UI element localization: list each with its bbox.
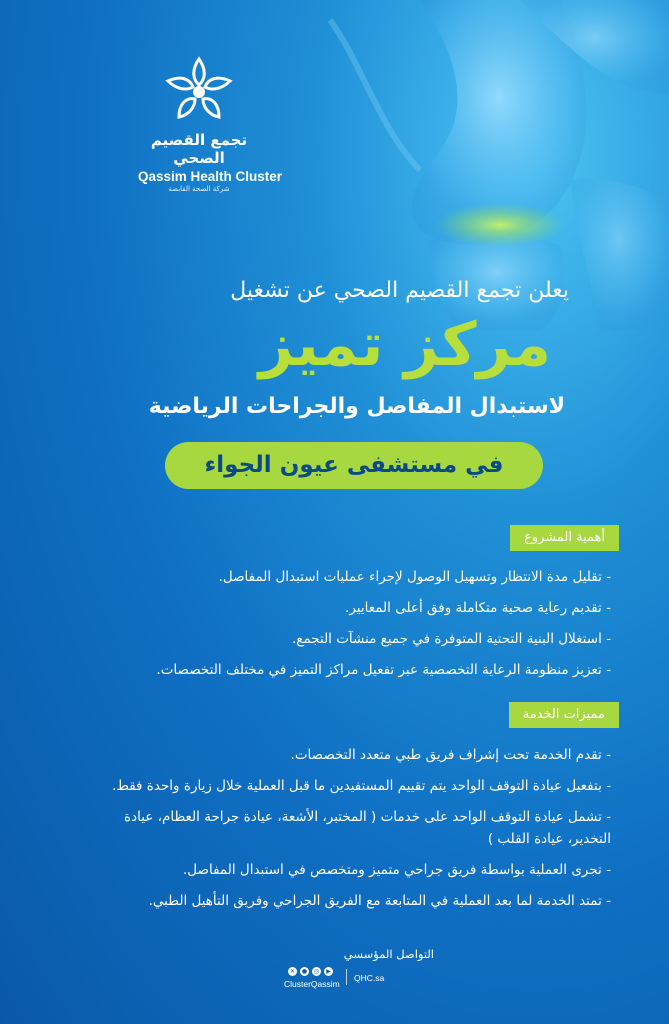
- list-item: - تقدم الخدمة تحت إشراف فريق طبي متعدد التخصصات.: [111, 744, 611, 766]
- instagram-icon[interactable]: ◎: [313, 968, 320, 975]
- list-item: - تمتد الخدمة لما بعد العملية في المتابعة مع الفريق الجراحي وفريق التأهيل الطبي.: [111, 890, 611, 912]
- list-item: - تقليل مدة الانتظار وتسهيل الوصول لإجراء عمليات استبدال المفاصل.: [111, 566, 611, 588]
- importance-list: [111, 566, 611, 690]
- list-item: - تشمل عيادة التوقف الواحد على خدمات ( المختبر، الأشعة، عيادة جراحة العظام، عيادة التخدير، عيادة القلب ): [111, 806, 611, 850]
- snapchat-icon[interactable]: ●: [301, 968, 308, 975]
- features-label: مميزات الخدمة: [509, 702, 619, 728]
- divider: [346, 969, 347, 985]
- center-title: مركز تميز: [258, 310, 551, 380]
- flower-logo-icon: [164, 55, 234, 123]
- logo-arabic-name: تجمع القصيم الصحي: [150, 131, 248, 167]
- contact-label: التواصل المؤسسي: [343, 947, 434, 961]
- list-item: - تقديم رعاية صحية متكاملة وفق أعلى المعايير.: [111, 597, 611, 619]
- list-item: - استغلال البنية التحتية المتوفرة في جميع منشآت التجمع.: [111, 628, 611, 650]
- importance-label: أهمية المشروع: [510, 525, 619, 551]
- logo-subtitle: شركة الصحة القابضة: [168, 185, 230, 193]
- list-item: - بتفعيل عيادة التوقف الواحد يتم تقييم المستفيدين ما قبل العملية خلال زيارة واحدة فقط.: [111, 775, 611, 797]
- features-list: [111, 744, 611, 921]
- social-icons: [288, 967, 333, 976]
- social-handle[interactable]: ClusterQassim: [284, 979, 340, 989]
- x-icon[interactable]: ✕: [289, 968, 296, 975]
- list-item: - تجرى العملية بواسطة فريق جراحي متميز ومتخصص في استبدال المفاصل.: [111, 859, 611, 881]
- qassim-health-cluster-logo: [138, 55, 283, 193]
- logo-english-name: Qassim Health Cluster: [138, 169, 283, 184]
- location-badge: في مستشفى عيون الجواء: [165, 442, 543, 489]
- center-subtitle: لاستبدال المفاصل والجراحات الرياضية: [148, 394, 565, 419]
- corporate-contact: [284, 947, 434, 997]
- youtube-icon[interactable]: ▶: [324, 967, 333, 976]
- list-item: - تعزيز منظومة الرعاية التخصصية عبر تفعيل مراكز التميز في مختلف التخصصات.: [111, 659, 611, 681]
- announcement-text: يعلن تجمع القصيم الصحي عن تشغيل: [230, 278, 569, 303]
- website-link[interactable]: QHC.sa: [354, 973, 385, 983]
